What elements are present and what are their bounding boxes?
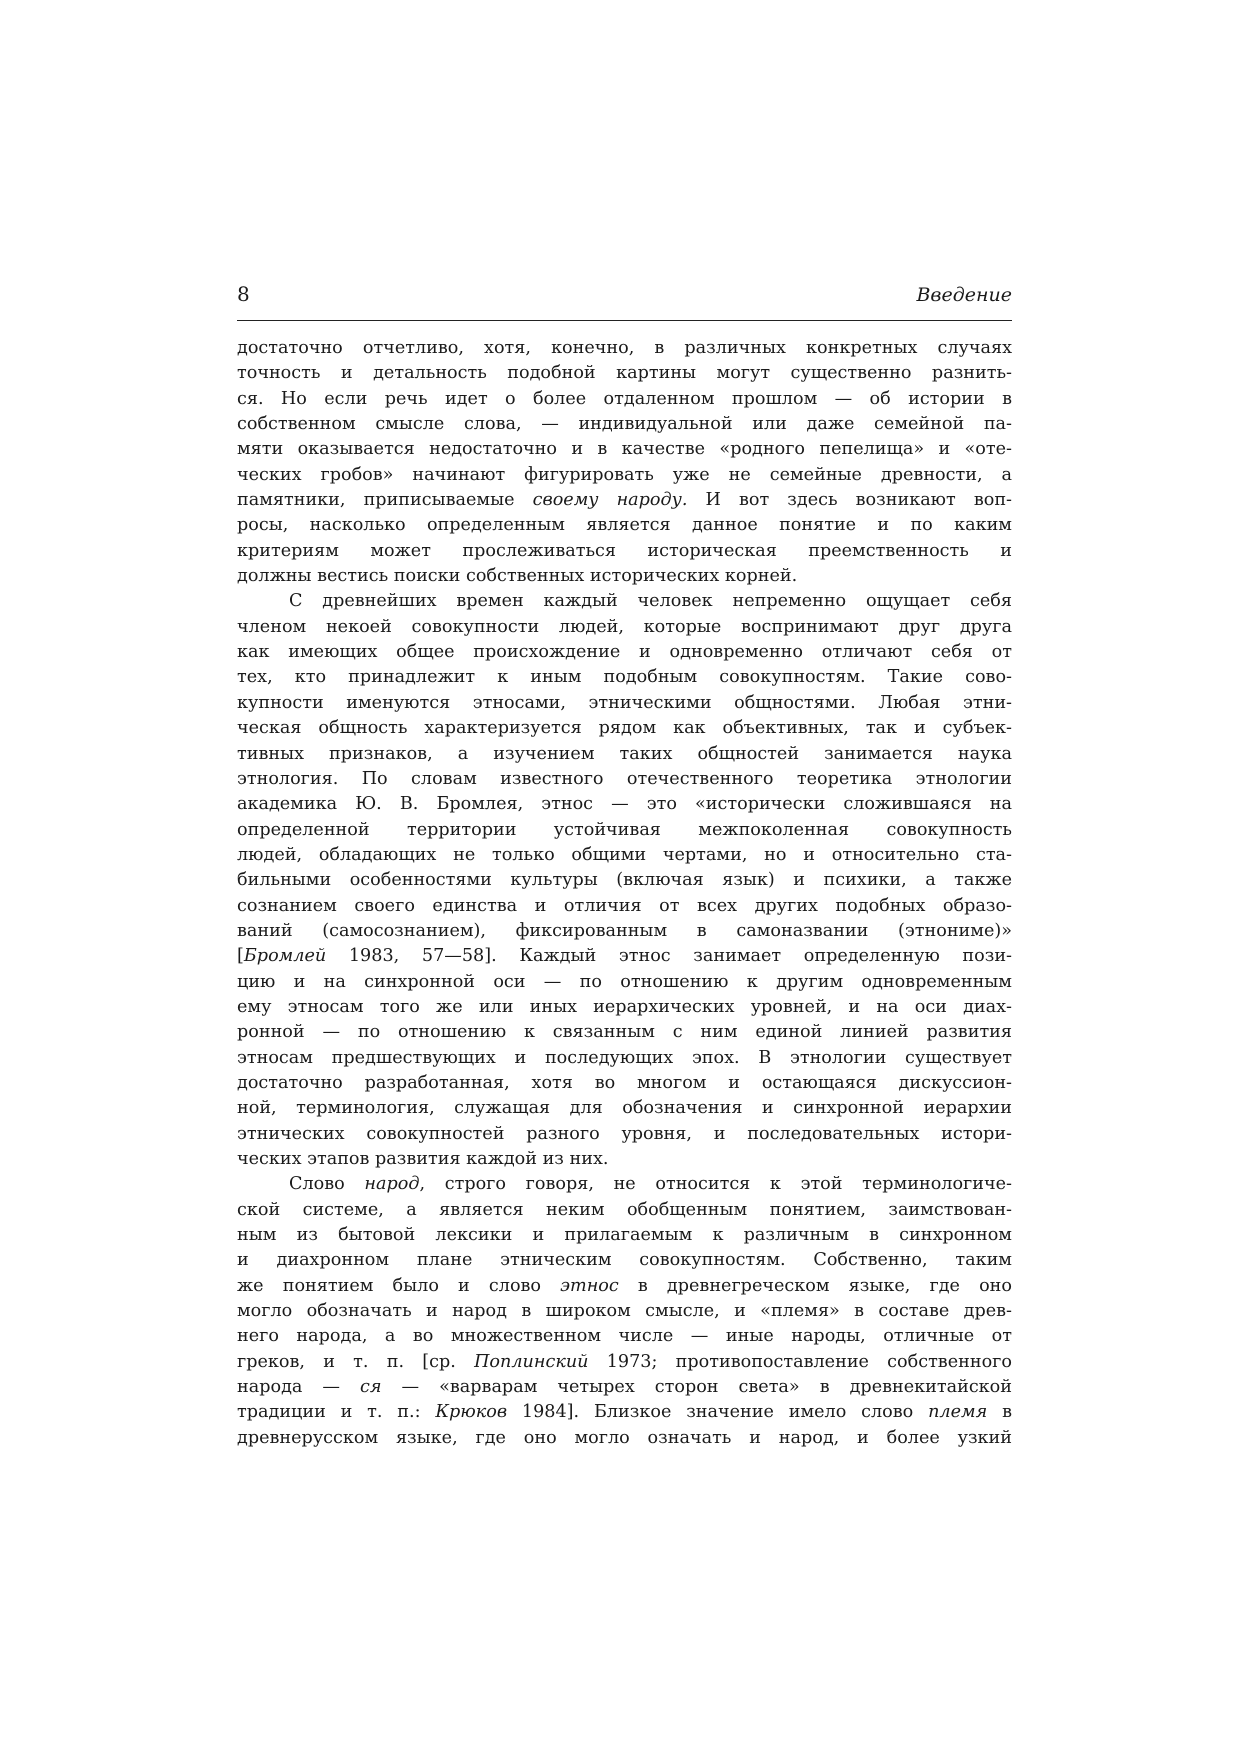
text-segment: ской системе, а является неким обобщенным понятием, заимствован- — [237, 1199, 1012, 1220]
text-line — [237, 1122, 1012, 1147]
text-line — [237, 919, 1012, 944]
text-segment: достаточно разработанная, хотя во многом и остающаяся дискуссион- — [237, 1072, 1012, 1093]
text-segment: [ — [237, 946, 244, 967]
text-line — [237, 589, 1012, 614]
text-line — [237, 691, 1012, 716]
text-line — [237, 1020, 1012, 1045]
text-line — [237, 1071, 1012, 1096]
text-segment: академика Ю. В. Бромлея, этнос — это «исторически сложившаяся на — [237, 794, 1012, 815]
text-segment: ронной — по отношению к связанным с ним единой линией развития — [237, 1022, 1012, 1043]
text-line — [237, 1096, 1012, 1121]
text-line — [237, 1274, 1012, 1299]
text-line — [237, 665, 1012, 690]
italic-text: Бромлей — [243, 946, 327, 967]
text-line — [237, 944, 1012, 969]
text-line — [237, 1350, 1012, 1375]
text-line — [237, 1426, 1012, 1451]
text-segment: ным из бытовой лексики и прилагаемым к различным в синхронном — [237, 1225, 1012, 1246]
text-line — [237, 387, 1012, 412]
text-segment: цию и на синхронной оси — по отношению к другим одновременным — [237, 971, 1012, 992]
text-line — [237, 437, 1012, 462]
text-line — [237, 640, 1012, 665]
text-segment: сознанием своего единства и отличия от всех других подобных образо- — [237, 895, 1012, 916]
text-segment: этнических совокупностей разного уровня, и последовательных истори- — [237, 1123, 1012, 1144]
text-segment: тех, кто принадлежит к иным подобным совокупностям. Такие сово- — [237, 667, 1012, 688]
text-segment: — «варварам четырех сторон света» в древнекитайской — [381, 1377, 1012, 1398]
text-segment: памятники, приписываемые — [237, 490, 533, 511]
text-line — [237, 1198, 1012, 1223]
text-segment: ся. Но если речь идет о более отдаленном прошлом — об истории в — [237, 388, 1012, 409]
text-segment: 1984]. Близкое значение имело слово — [507, 1402, 929, 1423]
text-segment: собственном смысле слова, — индивидуальной или даже семейной па- — [237, 414, 1012, 435]
text-segment: достаточно отчетливо, хотя, конечно, в различных конкретных случаях — [237, 338, 1012, 358]
italic-text: своему народу. — [532, 490, 688, 511]
text-segment: ческих этапов развития каждой из них. — [237, 1149, 609, 1169]
body-text — [237, 336, 1012, 1451]
text-segment: критериям может прослеживаться историческая преемственность и — [237, 540, 1012, 561]
text-segment: мяти оказывается недостаточно и в качестве «родного пепелища» и «оте- — [237, 439, 1012, 460]
text-line — [237, 1046, 1012, 1071]
text-segment: ной, терминология, служащая для обозначения и синхронной иерархии — [237, 1098, 1012, 1119]
text-line — [237, 336, 1012, 361]
text-segment: бильными особенностями культуры (включая язык) и психики, а также — [237, 870, 1012, 891]
italic-text: ся — [360, 1377, 382, 1398]
text-line — [237, 767, 1012, 792]
text-segment: должны вестись поиски собственных исторических корней. — [237, 566, 798, 587]
text-line — [237, 843, 1012, 868]
text-segment: определенной территории устойчивая межпоколенная совокупность — [237, 819, 1012, 840]
text-segment: тивных признаков, а изучением таких общностей занимается наука — [237, 743, 1012, 764]
text-segment: 1973; противопоставление собственного — [588, 1351, 1012, 1372]
text-line — [237, 995, 1012, 1020]
text-line — [237, 1375, 1012, 1400]
text-segment: членом некоей совокупности людей, которые воспринимают друг друга — [237, 616, 1012, 637]
text-line — [237, 1172, 1012, 1197]
text-line — [237, 1400, 1012, 1425]
text-line — [237, 1248, 1012, 1273]
text-line — [237, 361, 1012, 386]
text-line — [237, 463, 1012, 488]
text-line — [237, 513, 1012, 538]
text-line — [237, 1324, 1012, 1349]
text-segment: росы, насколько определенным является данное понятие и по каким — [237, 515, 1012, 536]
text-segment: Слово — [289, 1174, 365, 1195]
page-number: 8 — [237, 282, 250, 306]
text-line — [237, 615, 1012, 640]
text-segment: этносам предшествующих и последующих эпох. В этнологии существует — [237, 1047, 1012, 1068]
text-segment: него народа, а во множественном числе — иные народы, отличные от — [237, 1326, 1012, 1347]
text-segment: С древнейших времен каждый человек непременно ощущает себя — [289, 591, 1012, 612]
text-line — [237, 792, 1012, 817]
text-line — [237, 1147, 1012, 1172]
page-header — [237, 280, 1012, 321]
italic-text: этнос — [560, 1275, 619, 1296]
text-line — [237, 412, 1012, 437]
text-line — [237, 742, 1012, 767]
text-segment: ему этносам того же или иных иерархических уровней, и на оси диах- — [237, 996, 1012, 1017]
text-segment: и диахронном плане этническим совокупностям. Собственно, таким — [237, 1250, 1012, 1271]
text-line — [237, 1223, 1012, 1248]
text-line — [237, 488, 1012, 513]
text-line — [237, 868, 1012, 893]
text-line — [237, 970, 1012, 995]
text-segment: как имеющих общее происхождение и одновременно отличают себя от — [237, 642, 1012, 663]
text-line — [237, 1299, 1012, 1324]
text-segment: в древнегреческом языке, где оно — [618, 1275, 1012, 1296]
italic-text: племя — [928, 1402, 988, 1423]
text-segment: традиции и т. п.: — [237, 1402, 436, 1423]
italic-text: народ — [364, 1174, 420, 1195]
text-segment: древнерусском языке, где оно могло означать и народ, и более узкий — [237, 1427, 1012, 1448]
text-segment: ваний (самосознанием), фиксированным в самоназвании (этнониме)» — [237, 920, 1012, 941]
text-segment: людей, обладающих не только общими чертами, но и относительно ста- — [237, 844, 1012, 865]
text-segment: купности именуются этносами, этническими общностями. Любая этни- — [237, 692, 1012, 713]
text-segment: народа — — [237, 1377, 360, 1398]
text-line — [237, 539, 1012, 564]
text-segment: И вот здесь возникают воп- — [687, 490, 1012, 511]
running-head: Введение — [916, 284, 1012, 306]
text-segment: в — [987, 1402, 1012, 1423]
text-segment: ческая общность характеризуется рядом как объективных, так и субъек- — [237, 718, 1012, 739]
italic-text: Крюков — [435, 1402, 508, 1423]
text-line — [237, 894, 1012, 919]
text-segment: ческих гробов» начинают фигурировать уже не семейные древности, а — [237, 464, 1012, 485]
text-segment: могло обозначать и народ в широком смысле, и «племя» в составе древ- — [237, 1301, 1012, 1322]
italic-text: Поплинский — [474, 1351, 589, 1372]
text-line — [237, 818, 1012, 843]
text-segment: же понятием было и слово — [237, 1275, 561, 1296]
text-segment: , строго говоря, не относится к этой терминологиче- — [419, 1174, 1012, 1195]
text-segment: 1983, 57—58]. Каждый этнос занимает определенную пози- — [326, 946, 1012, 967]
text-line — [237, 564, 1012, 589]
text-segment: этнология. По словам известного отечественного теоретика этнологии — [237, 768, 1012, 789]
text-segment: греков, и т. п. [ср. — [237, 1351, 475, 1372]
text-segment: точность и детальность подобной картины могут существенно разнить- — [237, 363, 1012, 384]
text-line — [237, 716, 1012, 741]
